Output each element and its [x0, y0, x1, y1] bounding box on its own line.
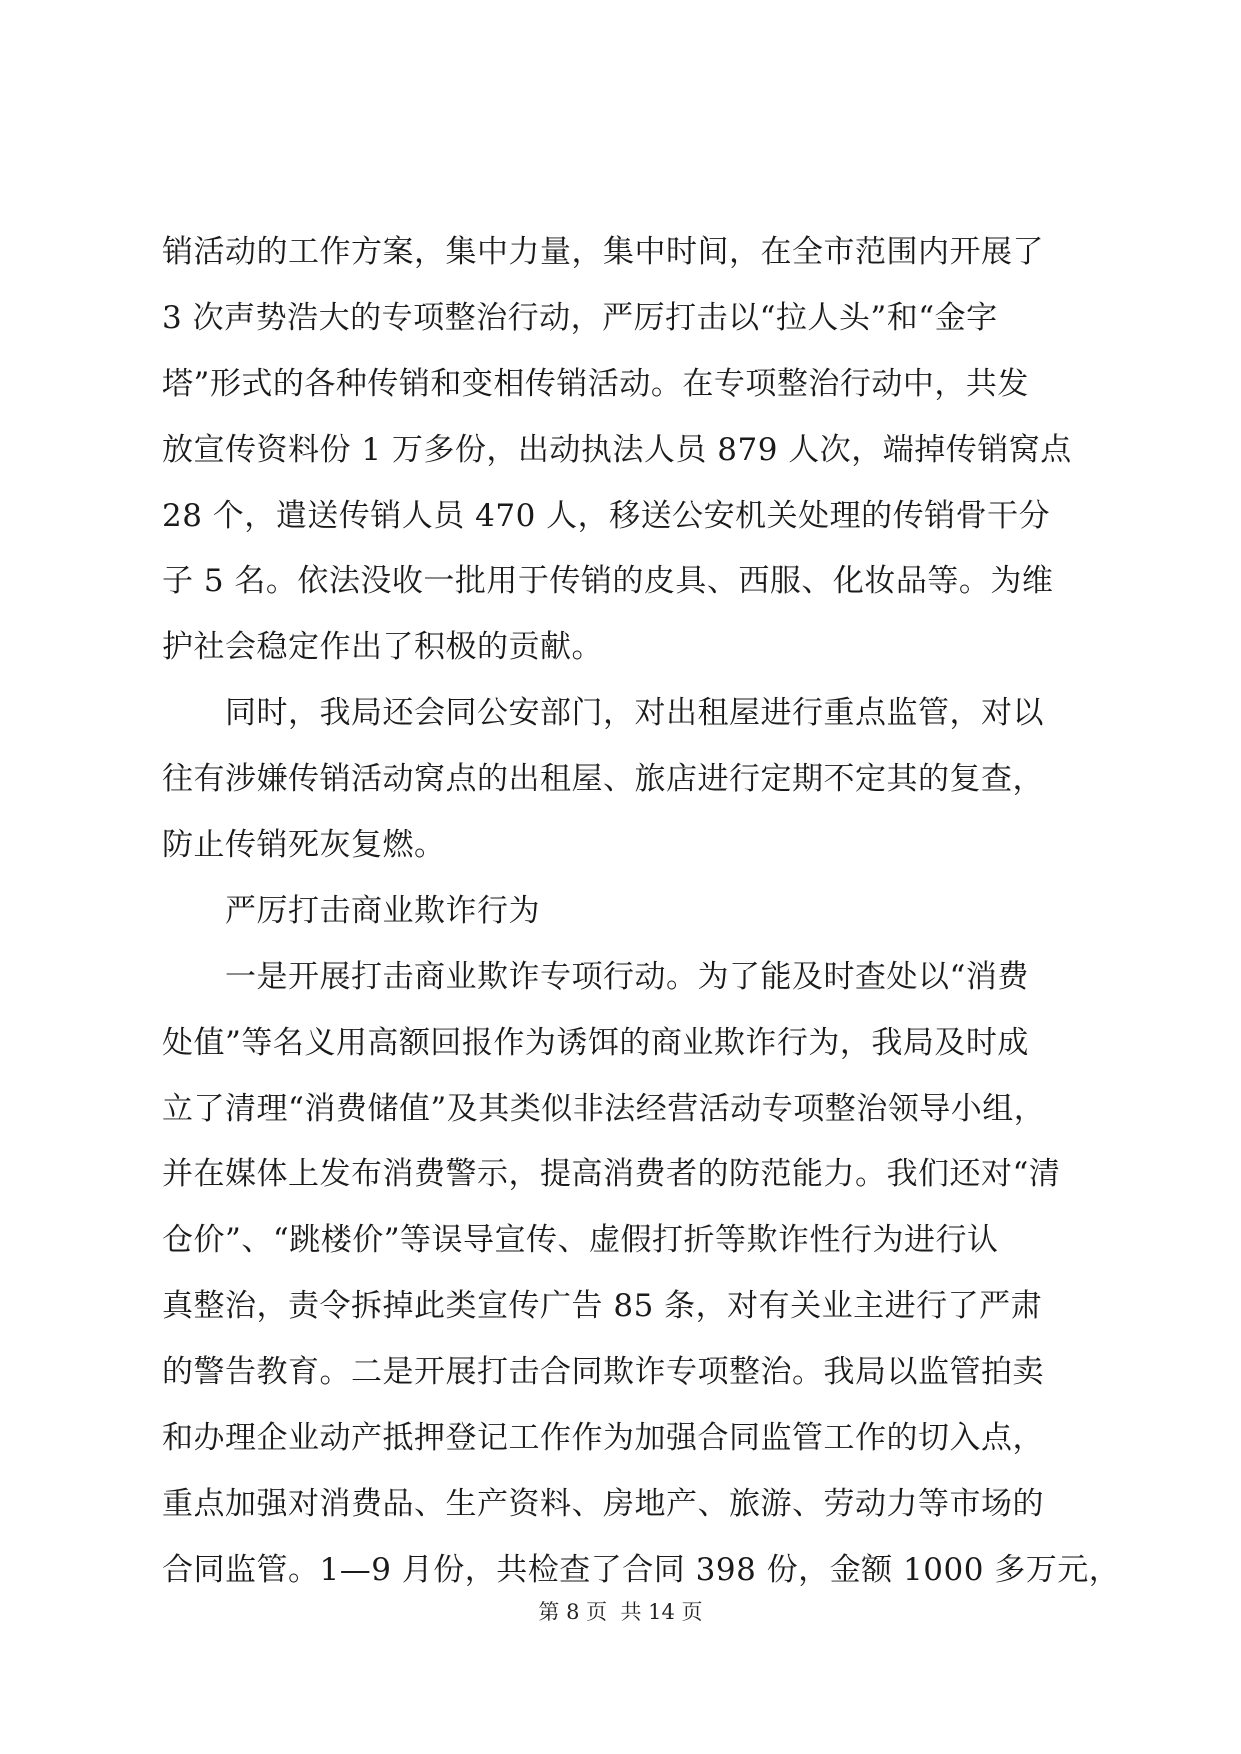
- body-text: [162, 220, 1121, 1604]
- text-line: 真整治，责令拆掉此类宣传广告 85 条，对有关业主进行了严肃: [162, 1288, 1043, 1325]
- page-footer: [0, 1596, 1241, 1626]
- text-line: 销活动的工作方案，集中力量，集中时间，在全市范围内开展了: [162, 234, 1044, 270]
- page-number: 第 8 页 共 14 页: [538, 1600, 703, 1624]
- section-heading: 严厉打击商业欺诈行为: [162, 892, 540, 929]
- text-line: 子 5 名。依法没收一批用于传销的皮具、西服、化妆品等。为维: [162, 563, 1054, 600]
- text-line: 立了清理“消费储值”及其类似非法经营活动专项整治领导小组，: [162, 1090, 1046, 1127]
- text-line: 防止传销死灰复燃。: [162, 827, 446, 864]
- text-line: 和办理企业动产抵押登记工作作为加强合同监管工作的切入点，: [162, 1420, 1044, 1457]
- text-line: 塔”形式的各种传销和变相传销活动。在专项整治行动中，共发: [162, 365, 1029, 402]
- text-line: 仓价”、“跳楼价”等误导宣传、虚假打折等欺诈性行为进行认: [162, 1222, 999, 1259]
- text-line: 同时，我局还会同公安部门，对出租屋进行重点监管，对以: [162, 695, 1044, 732]
- text-line: 一是开展打击商业欺诈专项行动。为了能及时查处以“消费: [162, 958, 1029, 995]
- text-line: 放宣传资料份 1 万多份，出动执法人员 879 人次，端掉传销窝点: [162, 431, 1072, 468]
- text-line: 并在媒体上发布消费警示，提高消费者的防范能力。我们还对“清: [162, 1156, 1061, 1193]
- text-line: 往有涉嫌传销活动窝点的出租屋、旅店进行定期不定其的复查，: [162, 761, 1044, 798]
- text-line: 合同监管。1—9 月份，共检查了合同 398 份，金额 1000 多万元，: [162, 1551, 1121, 1588]
- text-line: 处值”等名义用高额回报作为诱饵的商业欺诈行为，我局及时成: [162, 1024, 1029, 1061]
- text-line: 的警告教育。二是开展打击合同欺诈专项整治。我局以监管拍卖: [162, 1354, 1044, 1391]
- text-line: 重点加强对消费品、生产资料、房地产、旅游、劳动力等市场的: [162, 1485, 1044, 1522]
- text-line: 28 个，遣送传销人员 470 人，移送公安机关处理的传销骨干分: [162, 497, 1051, 534]
- text-line: 3 次声势浩大的专项整治行动，严厉打击以“拉人头”和“金字: [162, 299, 998, 336]
- text-line: 护社会稳定作出了积极的贡献。: [162, 629, 603, 666]
